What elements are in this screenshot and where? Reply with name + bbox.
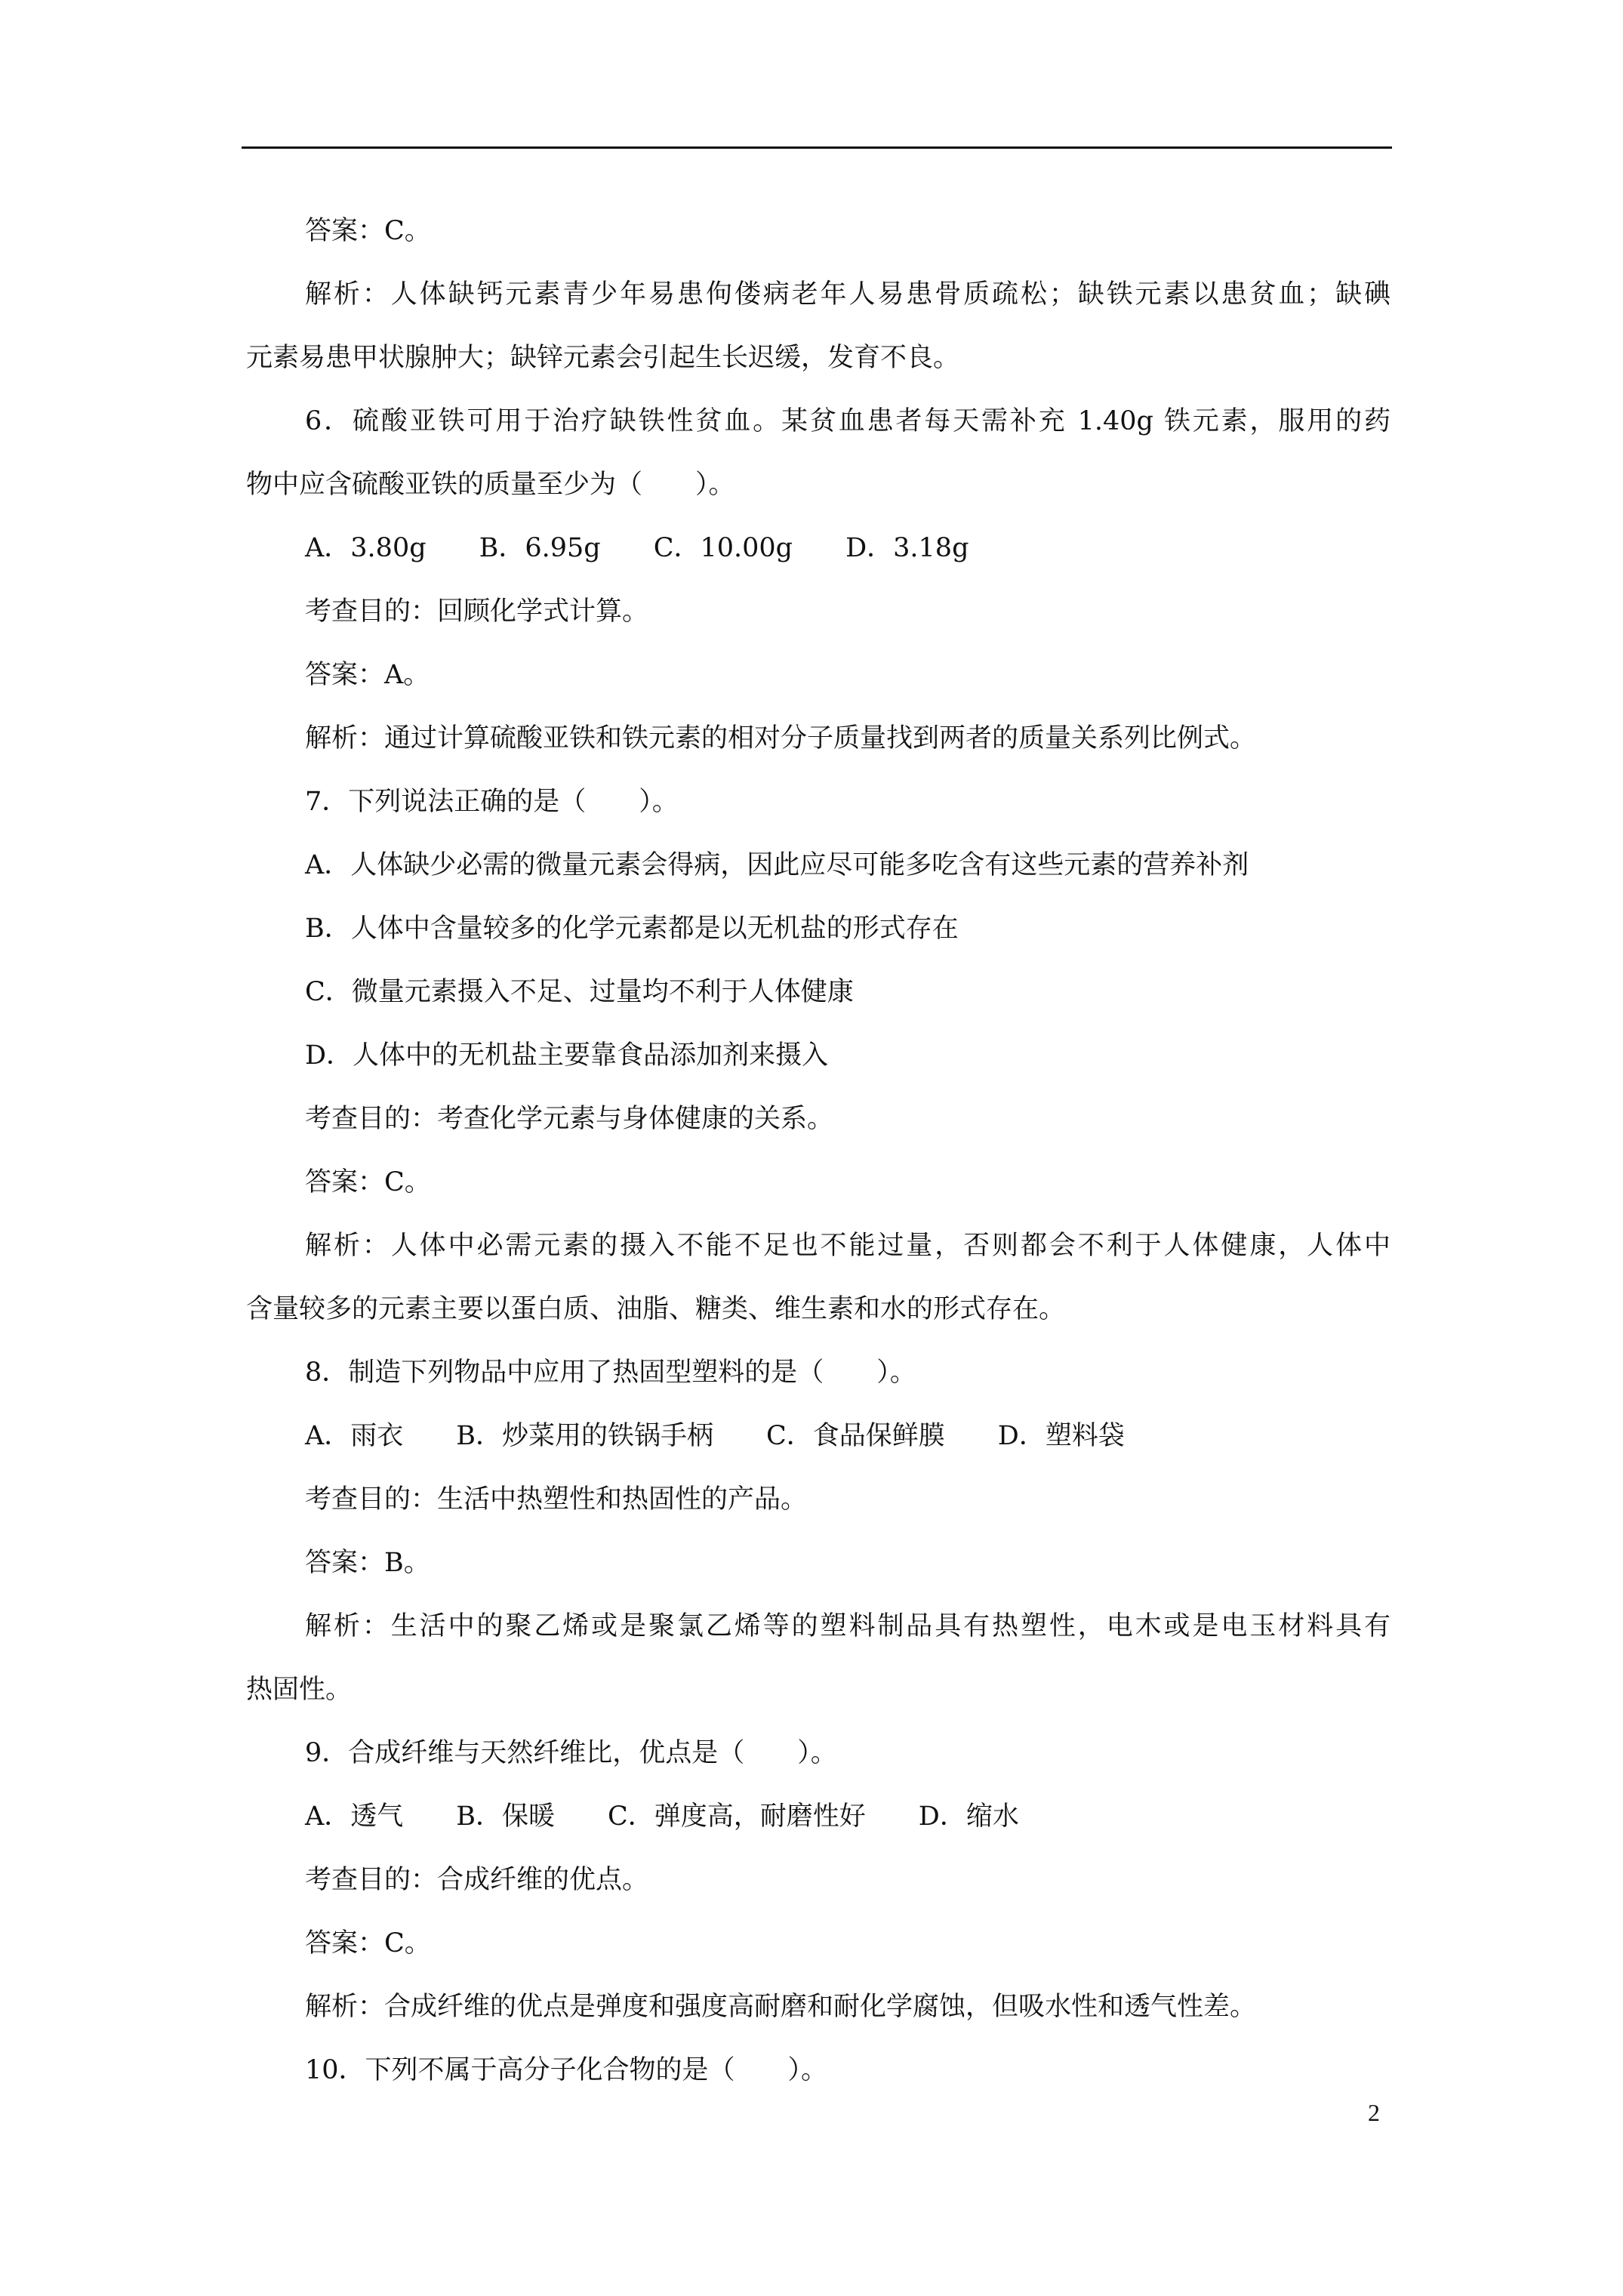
answer-q9: 答案：C。 xyxy=(305,1928,431,1959)
q6-option-c: C．10.00g xyxy=(653,533,793,563)
q9-option-d: D．缩水 xyxy=(918,1801,1019,1832)
q6-option-a: A．3.80g xyxy=(305,533,427,563)
q7-option-d: D．人体中的无机盐主要靠食品添加剂来摄入 xyxy=(305,1040,829,1071)
q7-option-a: A．人体缺少必需的微量元素会得病，因此应尽可能多吃含有这些元素的营养补剂 xyxy=(305,850,1249,880)
explanation-q8-line1: 解析：生活中的聚乙烯或是聚氯乙烯等的塑料制品具有热塑性，电木或是电玉材料具有 xyxy=(305,1611,1390,1641)
purpose-q8: 考查目的：生活中热塑性和热固性的产品。 xyxy=(305,1484,808,1515)
purpose-q6: 考查目的：回顾化学式计算。 xyxy=(305,596,649,627)
explanation-q5-line2: 元素易患甲状腺肿大；缺锌元素会引起生长迟缓，发育不良。 xyxy=(246,343,960,373)
question-9-options xyxy=(305,1798,1019,1835)
page-number: 2 xyxy=(1368,2099,1380,2126)
q6-option-d: D．3.18g xyxy=(845,533,969,563)
explanation-q9: 解析：合成纤维的优点是弹度和强度高耐磨和耐化学腐蚀，但吸水性和透气性差。 xyxy=(305,1992,1257,2022)
question-8: 8．制造下列物品中应用了热固型塑料的是（ ）。 xyxy=(305,1358,916,1388)
q6-option-b: B．6.95g xyxy=(479,533,601,563)
q7-option-c: C．微量元素摄入不足、过量均不利于人体健康 xyxy=(305,977,854,1007)
q9-option-c: C．弹度高，耐磨性好 xyxy=(608,1801,866,1832)
question-6-line1: 6．硫酸亚铁可用于治疗缺铁性贫血。某贫血患者每天需补充 1.40g 铁元素，服用的药 xyxy=(305,406,1390,436)
q9-option-a: A．透气 xyxy=(305,1801,404,1832)
answer-q8: 答案：B。 xyxy=(305,1548,430,1578)
q8-option-b: B．炒菜用的铁锅手柄 xyxy=(456,1421,714,1451)
question-6-line2: 物中应含硫酸亚铁的质量至少为（ ）。 xyxy=(246,470,735,500)
q8-option-a: A．雨衣 xyxy=(305,1421,404,1451)
q9-option-b: B．保暖 xyxy=(456,1801,556,1832)
q8-option-c: C．食品保鲜膜 xyxy=(766,1421,945,1451)
q7-option-b: B．人体中含量较多的化学元素都是以无机盐的形式存在 xyxy=(305,914,959,944)
q8-option-d: D．塑料袋 xyxy=(997,1421,1125,1451)
question-6-options xyxy=(305,530,969,566)
explanation-q5-line1: 解析：人体缺钙元素青少年易患佝偻病老年人易患骨质疏松；缺铁元素以患贫血；缺碘 xyxy=(305,279,1390,310)
explanation-q7-line1: 解析：人体中必需元素的摄入不能不足也不能过量，否则都会不利于人体健康，人体中 xyxy=(305,1231,1390,1261)
question-8-options xyxy=(305,1418,1125,1454)
answer-q7: 答案：C。 xyxy=(305,1167,431,1197)
explanation-q8-line2: 热固性。 xyxy=(246,1675,353,1705)
header-rule xyxy=(242,146,1392,149)
explanation-q7-line2: 含量较多的元素主要以蛋白质、油脂、糖类、维生素和水的形式存在。 xyxy=(246,1294,1066,1324)
question-9: 9．合成纤维与天然纤维比，优点是（ ）。 xyxy=(305,1738,837,1768)
purpose-q9: 考查目的：合成纤维的优点。 xyxy=(305,1865,649,1895)
explanation-q6: 解析：通过计算硫酸亚铁和铁元素的相对分子质量找到两者的质量关系列比例式。 xyxy=(305,723,1257,754)
question-7: 7．下列说法正确的是（ ）。 xyxy=(305,787,679,817)
question-10: 10．下列不属于高分子化合物的是（ ）。 xyxy=(305,2055,828,2085)
answer-q5: 答案：C。 xyxy=(305,216,431,246)
answer-q6: 答案：A。 xyxy=(305,660,430,690)
purpose-q7: 考查目的：考查化学元素与身体健康的关系。 xyxy=(305,1104,834,1134)
